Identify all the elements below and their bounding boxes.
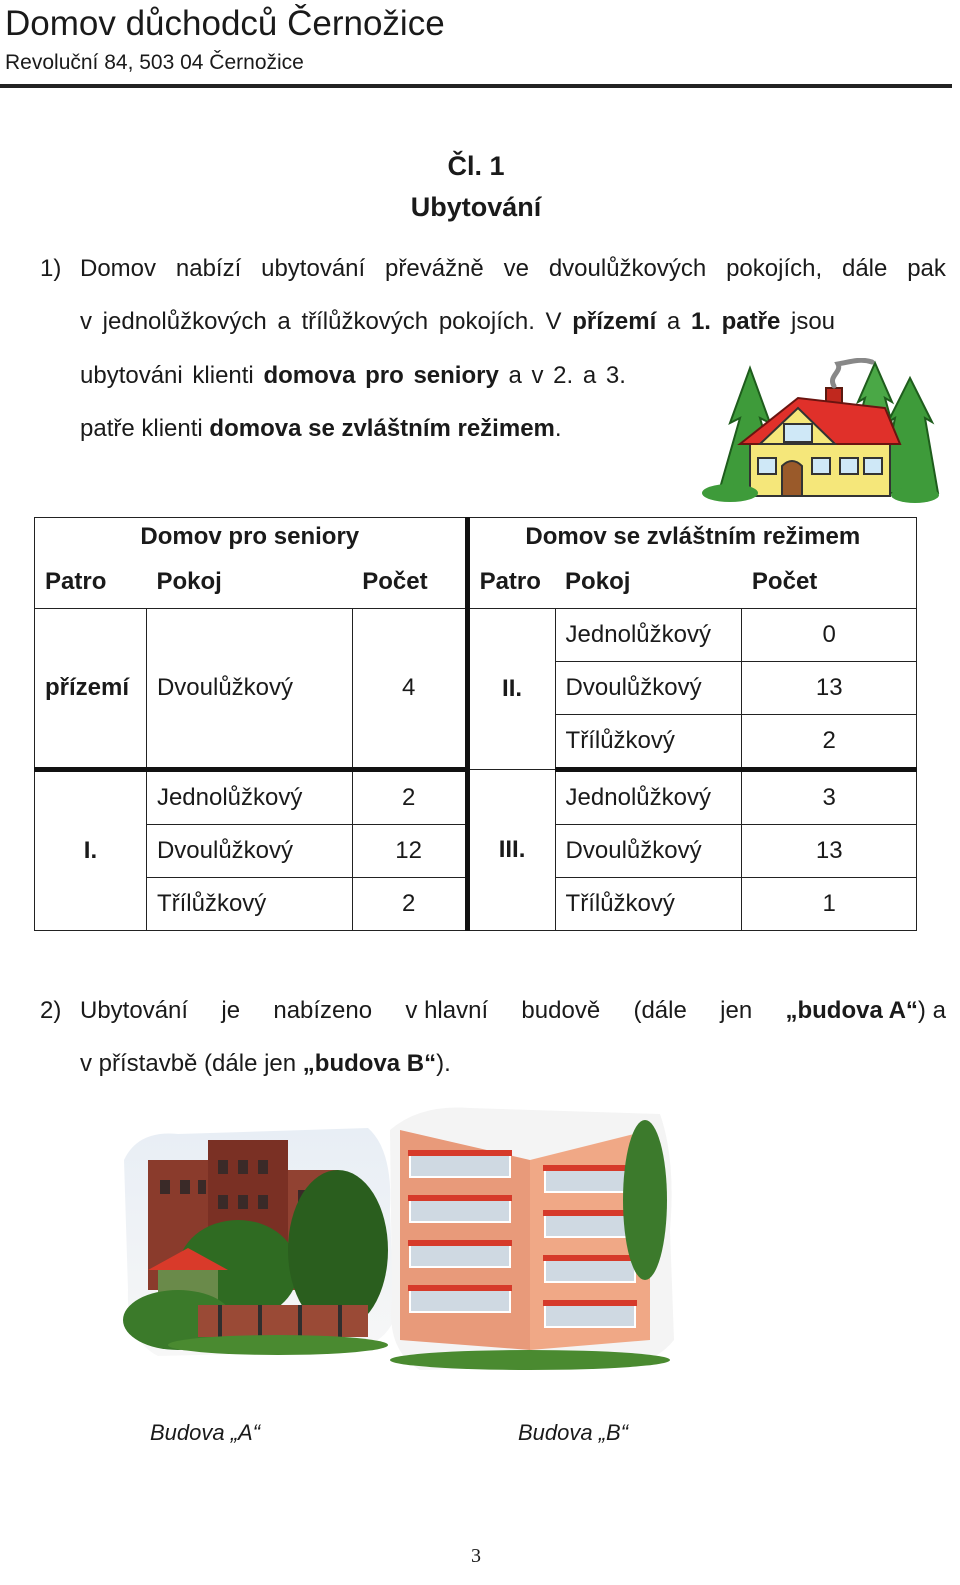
para2-number: 2) — [40, 997, 62, 1024]
organization-name: Domov důchodců Černožice — [5, 4, 445, 43]
count-cell: 1 — [742, 878, 917, 931]
table-row — [35, 609, 917, 662]
room-cell: Třílůžkový — [146, 878, 352, 931]
room-cell: Třílůžkový — [555, 715, 742, 770]
room-cell: Jednolůžkový — [146, 770, 352, 825]
caption-building-a: Budova „A“ — [150, 1420, 261, 1445]
para1-number: 1) — [40, 255, 62, 282]
table-row — [35, 770, 917, 825]
count-cell: 2 — [352, 878, 467, 931]
room-cell: Třílůžkový — [555, 878, 742, 931]
page-number: 3 — [471, 1545, 481, 1567]
room-cell: Dvoulůžkový — [146, 825, 352, 878]
building-a-photo — [118, 1120, 398, 1360]
col-header-floor: Patro — [35, 556, 147, 609]
group-header-seniors: Domov pro seniory — [35, 518, 468, 557]
room-cell: Dvoulůžkový — [146, 609, 352, 770]
col-header-room: Pokoj — [146, 556, 352, 609]
building-b-photo — [380, 1100, 680, 1375]
room-cell: Jednolůžkový — [555, 609, 742, 662]
count-cell: 4 — [352, 609, 467, 770]
count-cell: 2 — [742, 715, 917, 770]
para1-line3: ubytováni klienti domova pro seniory a v 2. a 3. — [80, 362, 626, 389]
count-cell: 13 — [742, 825, 917, 878]
count-cell: 13 — [742, 662, 917, 715]
room-cell: Dvoulůžkový — [555, 825, 742, 878]
col-header-count: Počet — [742, 556, 917, 609]
organization-address: Revoluční 84, 503 04 Černožice — [5, 51, 304, 74]
col-header-room: Pokoj — [555, 556, 742, 609]
room-cell: Dvoulůžkový — [555, 662, 742, 715]
count-cell: 0 — [742, 609, 917, 662]
floor-cell: přízemí — [35, 609, 147, 770]
para1-line2: v jednolůžkových a třílůžkových pokojích. V přízemí a 1. patře jsou — [80, 308, 836, 335]
document-header — [0, 0, 952, 88]
para2-line2: v přístavbě (dále jen „budova B“). — [80, 1050, 451, 1077]
count-cell: 12 — [352, 825, 467, 878]
col-header-count: Počet — [352, 556, 467, 609]
rooms-table — [34, 517, 917, 931]
para2-line1: Ubytování je nabízeno v hlavní budově (dále jen „budova A“) a — [80, 997, 946, 1024]
house-clipart — [700, 358, 940, 503]
room-cell: Jednolůžkový — [555, 770, 742, 825]
para1-line4: patře klienti domova se zvláštním režimem. — [80, 415, 562, 442]
group-header-special: Domov se zvláštním režimem — [467, 518, 916, 557]
para1-line1: Domov nabízí ubytování převážně ve dvoulůžkových pokojích, dále pak — [80, 255, 946, 282]
col-header-floor: Patro — [467, 556, 555, 609]
article-title: Ubytování — [410, 192, 542, 222]
count-cell: 3 — [742, 770, 917, 825]
floor-cell: III. — [467, 770, 555, 931]
count-cell: 2 — [352, 770, 467, 825]
floor-cell: II. — [467, 609, 555, 770]
article-number: Čl. 1 — [447, 151, 505, 181]
caption-building-b: Budova „B“ — [518, 1420, 629, 1445]
floor-cell: I. — [35, 770, 147, 931]
